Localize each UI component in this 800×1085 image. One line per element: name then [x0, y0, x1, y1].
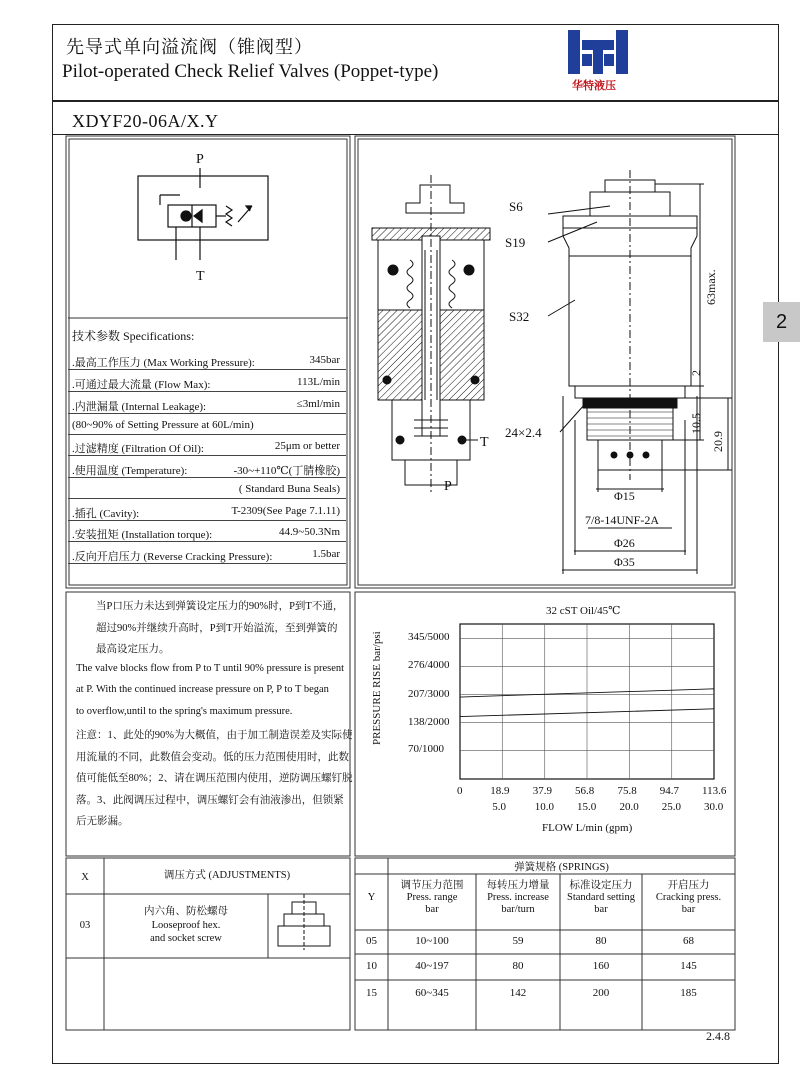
dim-thread: 7/8-14UNF-2A	[585, 513, 659, 527]
chart-y-tick-label: 276/4000	[408, 659, 450, 672]
spec-value: T-2309(See Page 7.1.11)	[231, 505, 340, 517]
dim-s32: S32	[509, 309, 530, 324]
hydraulic-symbol	[138, 168, 268, 260]
chart-x-tick-label: 94.7	[659, 785, 679, 797]
adjust-method-en2: and socket screw	[150, 933, 222, 944]
section-port-t: T	[480, 435, 489, 450]
spring-table-cell: 80	[512, 960, 524, 972]
spec-label: .最高工作压力 (Max Working Pressure):	[72, 357, 255, 369]
spring-header-cell: bar	[681, 904, 696, 915]
spec-label: .反向开启压力 (Reverse Cracking Pressure):	[72, 551, 273, 563]
spring-header-cell: 标准设定压力	[569, 880, 633, 891]
chart-x-gpm-label: 25.0	[661, 801, 681, 813]
spec-divider	[68, 498, 346, 499]
model-number: XDYF20-06A/X.Y	[72, 111, 219, 131]
spec-divider	[68, 434, 346, 435]
dim-d26: Φ26	[614, 536, 635, 550]
spring-table-cell: 15	[366, 987, 377, 999]
spring-header-cell: Standard setting	[567, 892, 635, 903]
spec-label: .可通过最大流量 (Flow Max):	[72, 379, 211, 391]
spring-header-cell: Cracking press.	[655, 892, 722, 903]
spec-value: 345bar	[309, 354, 340, 366]
spring-table-cell: 10	[366, 960, 377, 972]
adjust-code: 03	[79, 920, 91, 931]
spring-table-cell: 40~197	[415, 960, 449, 972]
spring-header-cell: bar	[594, 904, 608, 915]
symbol-port-p: P	[196, 152, 204, 167]
spec-divider	[68, 563, 346, 564]
specs-heading: 技术参数 Specifications:	[72, 329, 195, 343]
dim-s19: S19	[505, 235, 526, 250]
section-tab: 2	[763, 302, 800, 342]
chart-x-gpm-label: 30.0	[704, 801, 724, 813]
spec-divider	[68, 369, 346, 370]
description-line: 超过90%并继续升高时，P到T开始溢流，至到弹簧的	[96, 622, 338, 634]
chart-x-tick-label: 113.6	[702, 785, 727, 797]
description-line: 值可能低至80%；2、请在调压范围内使用，逆防调压螺钉脱	[76, 773, 353, 784]
spec-value: -30~+110℃(丁腈橡胶)	[233, 465, 340, 477]
title-cn: 先导式单向溢流阀（锥阀型）	[66, 37, 313, 57]
spec-divider	[68, 477, 346, 478]
spec-label: .安装扭矩 (Installation torque):	[72, 529, 213, 541]
dim-oring: 24×2.4	[505, 425, 542, 440]
adjustment-screw-icon	[278, 894, 330, 950]
spec-divider	[68, 413, 346, 414]
spec-value: ≤3ml/min	[296, 398, 340, 410]
spec-value: 1.5bar	[312, 548, 340, 560]
spec-label: .过滤精度 (Filtration Of Oil):	[72, 443, 204, 455]
spring-header-cell: Press. range	[406, 892, 458, 903]
spec-value: 44.9~50.3Nm	[279, 526, 340, 538]
spring-table-cell: 200	[592, 987, 610, 999]
spring-table-cell: 68	[683, 935, 694, 947]
description-line: The valve blocks flow from P to T until 90% pressure is present	[76, 662, 345, 674]
spring-table-cell: 80	[595, 935, 607, 947]
dim-height-2: 2	[689, 370, 703, 376]
chart-ylabel: PRESSURE RISE bar/psi	[371, 631, 383, 745]
chart-title: 32 cST Oil/45℃	[546, 605, 621, 617]
dim-height-10-5: 10.5	[689, 413, 703, 434]
chart-x-tick-label: 0	[457, 785, 463, 797]
spec-value: 25μm or better	[274, 440, 340, 452]
spring-header-cell: bar	[425, 904, 439, 915]
spec-value: ( Standard Buna Seals)	[238, 483, 340, 495]
spring-table-cell: 160	[592, 960, 610, 972]
description-line: 注意：1、此处的90%为大概值，由于加工制造误差及实际使	[76, 730, 353, 741]
spring-table-cell: 185	[680, 987, 697, 999]
valve-section-view	[372, 175, 490, 495]
dim-height-20-9: 20.9	[711, 431, 725, 452]
adjust-col-method: 调压方式 (ADJUSTMENTS)	[163, 870, 291, 881]
spring-header-cell: Press. increase	[487, 892, 549, 903]
dim-height-63: 63max.	[704, 269, 718, 305]
chart-xlabel: FLOW L/min (gpm)	[542, 822, 633, 834]
dim-s6: S6	[509, 199, 523, 214]
spec-divider	[68, 541, 346, 542]
chart-y-tick-label: 207/3000	[408, 687, 450, 700]
spring-header-cell: 每转压力增量	[486, 880, 550, 891]
spring-header-cell: 开启压力	[667, 880, 710, 891]
adjust-method-cn: 内六角、防松螺母	[144, 906, 228, 917]
chart-y-tick-label: 70/1000	[408, 743, 445, 756]
spec-label: .使用温度 (Temperature):	[72, 465, 188, 477]
symbol-port-t: T	[196, 269, 205, 284]
spring-header-cell: 调节压力范围	[400, 880, 464, 891]
spec-value: 113L/min	[297, 376, 340, 388]
spec-divider	[68, 455, 346, 456]
spring-table-cell: 60~345	[415, 987, 449, 999]
spring-col-y: Y	[367, 892, 376, 903]
description-line: 后无影漏。	[76, 816, 129, 827]
page-number: 2.4.8	[706, 1029, 730, 1043]
description-line: at P. With the continued increase pressure on P, P to T began	[76, 684, 329, 695]
chart-x-tick-label: 37.9	[532, 785, 552, 797]
chart-x-gpm-label: 5.0	[492, 801, 506, 813]
chart-x-tick-label: 75.8	[617, 785, 637, 797]
spec-divider	[68, 391, 346, 392]
chart-x-tick-label: 56.8	[575, 785, 595, 797]
description-line: 当P口压力未达到弹簧设定压力的90%时，P到T不通，	[96, 601, 344, 612]
chart-x-gpm-label: 20.0	[619, 801, 639, 813]
chart-x-tick-label: 18.9	[490, 785, 510, 797]
spring-header-cell: bar/turn	[501, 904, 535, 915]
dim-d35: Φ35	[614, 555, 635, 569]
description-line: 落。3、此阀调压过程中，调压螺钉会有油液渗出，但锁紧	[76, 794, 344, 806]
adjust-col-x: X	[81, 872, 89, 883]
dim-d15: Φ15	[614, 489, 635, 503]
description-line: 用流量的不同，此数值会变动。低的压力范围使用时，此数	[76, 751, 349, 763]
chart-x-gpm-label: 10.0	[534, 801, 554, 813]
chart-x-gpm-label: 15.0	[577, 801, 597, 813]
spec-label: .插孔 (Cavity):	[72, 508, 140, 520]
description-line: to overflow,until to the spring's maximum pressure.	[76, 705, 293, 717]
spring-table-cell: 59	[512, 935, 524, 947]
chart-y-tick-label: 345/5000	[408, 631, 450, 644]
description-line: 最高设定压力。	[96, 644, 170, 655]
chart-grid	[460, 624, 714, 779]
spring-table-cell: 10~100	[415, 935, 449, 947]
brand-name: 华特液压	[572, 79, 616, 92]
spec-divider	[68, 520, 346, 521]
spring-title: 弹簧规格 (SPRINGS)	[514, 862, 609, 873]
spec-label: (80~90% of Setting Pressure at 60L/min)	[72, 419, 254, 431]
section-port-p: P	[444, 479, 452, 494]
title-en: Pilot-operated Check Relief Valves (Poppet-type)	[62, 61, 439, 82]
chart-y-tick-label: 138/2000	[408, 715, 450, 728]
spring-table-cell: 05	[366, 935, 377, 947]
spring-table-cell: 142	[509, 987, 527, 999]
spring-table-cell: 145	[680, 960, 697, 972]
spec-label: .内泄漏量 (Internal Leakage):	[72, 401, 207, 413]
adjust-method-en1: Looseproof hex.	[151, 920, 221, 931]
